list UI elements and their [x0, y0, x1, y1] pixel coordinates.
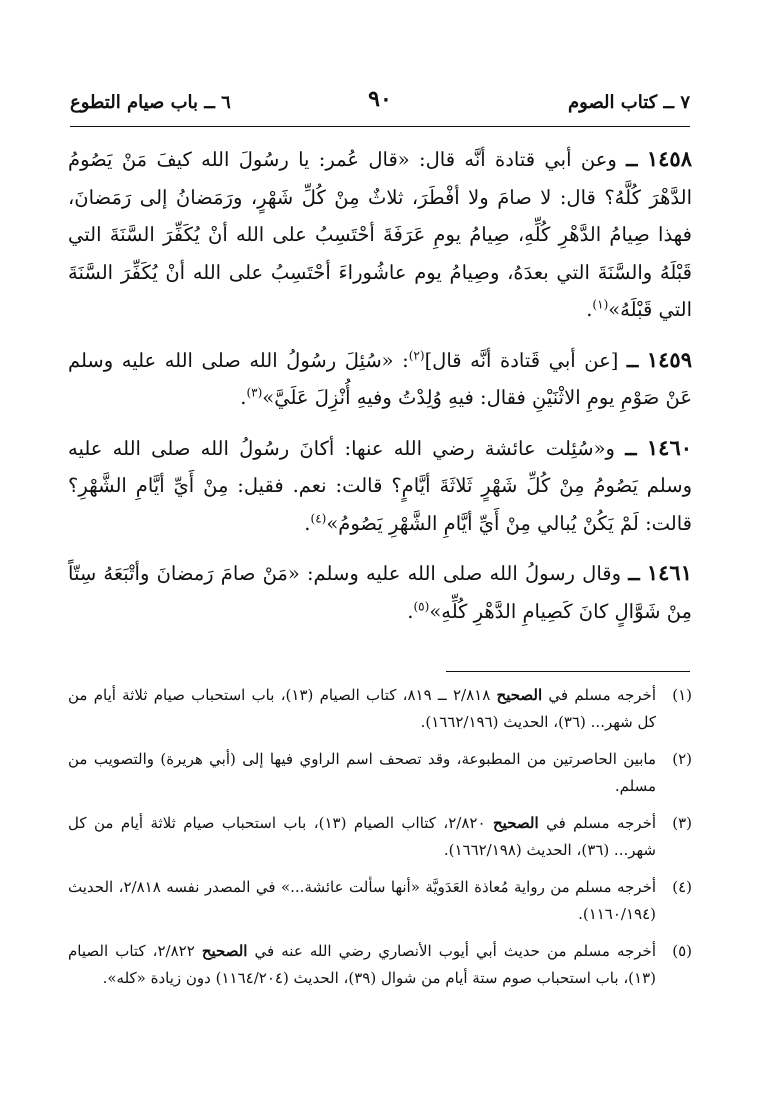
header-divider [70, 126, 690, 127]
footnote-source: الصحيح [492, 814, 539, 832]
hadith-1460 [68, 429, 692, 543]
footnotes [68, 682, 692, 1002]
footnote-number: (١) [672, 686, 692, 704]
footnote-ref: (٣) [246, 385, 263, 400]
footnote-text-rest: ٢/٨٢٠، كتااب الصيام (١٣)، باب استحباب صيام ثلاثة أيام من كل شهر... (٣٦)، الحديث (١٦٦٢/١٩٨). [68, 814, 656, 859]
footnote-ref: (٥) [413, 599, 430, 613]
hadith-dash: ــ [626, 148, 638, 171]
footnote-2 [68, 746, 692, 800]
footnote-ref: (١) [592, 297, 609, 312]
section-title: ٦ ــ باب صيام التطوع [70, 92, 231, 113]
hadith-dash: ــ [626, 348, 639, 372]
hadith-end: . [240, 386, 247, 409]
hadith-end: . [304, 511, 311, 535]
footnote-4 [68, 874, 692, 928]
hadith-text: وقال رسولُ الله صلى الله عليه وسلم: «مَنْ صامَ رَمضانَ وأتْبَعَهُ سِتّاً مِنْ شَوَّالٍ كانَ كَصِيامِ الدَّهْرِ كُلِّهِ» [68, 562, 692, 623]
chapter-title: ٧ ــ كتاب الصوم [568, 92, 690, 113]
hadith-narrator: [عن أبي قَتادة أنَّه قال] [424, 348, 619, 372]
footnote-number: (٣) [672, 814, 692, 832]
footnote-text-rest: ٢/٨١٨ ــ ٨١٩، كتاب الصيام (١٣)، باب استحباب صيام ثلاثة أيام من كل شهر... (٣٦)، الحديث (١٦٦٢/١٩٦). [68, 686, 656, 731]
page-number: ٩٠ [368, 86, 392, 112]
hadith-text: و«سُئِلت عائشة رضي الله عنها: أكانَ رسُولُ الله صلى الله عليه وسلم يَصُومُ مِنْ كُلِّ شَهْرٍ ثَلاثَةَ أيَّامٍ؟ قالت: نعم. فقيل: مِنْ أَيِّ أيَّامِ الشَّهْرِ؟ قالت: لَمْ يَكُنْ يُبالي مِنْ أَيِّ أيَّامِ الشَّهْرِ يَصُومُ» [68, 436, 692, 535]
footnote-text: مابين الحاصرتين من المطبوعة، وقد تصحف اسم الراوي فيها إلى (أبي هريرة) والتصويب من مسلم. [68, 750, 656, 795]
footnote-text: أخرجه مسلم من حديث أبي أيوب الأنصاري رضي الله عنه في [247, 942, 656, 960]
hadith-text: وعن أبي قتادة أنَّه قال: «قال عُمر: يا رسُولَ الله كيفَ مَنْ يَصُومُ الدَّهْرَ كُلَّهُ؟ قال: لا صامَ ولا أفْطَرَ، ثلاثٌ مِنْ كُلِّ شَهْرٍ، ورَمَضانُ إلى رَمَضانَ، فهذا صِيامُ الدَّهْرِ كُلِّهِ، صِيامُ يومِ عَرَفَةَ أحْتَسِبُ على الله أنْ يُكَفِّرَ السَّنَةَ التي قَبْلَهُ والسَّنَةَ التي بعدَهُ، وصِيامُ يوم عاشُوراءَ أحْتَسِبُ على الله أنْ يُكَفِّرَ السَّنَةَ التي قَبْلَهُ» [68, 148, 692, 321]
footnote-text: أخرجه مسلم من رواية مُعاذة العَدَويَّة «أنها سألت عائشة...» في المصدر نفسه ٢/٨١٨، الحديث (١١٦٠/١٩٤). [68, 878, 657, 923]
footnote-divider [446, 671, 690, 672]
footnote-text-rest: ٢/٨٢٢، كتاب الصيام (١٣)، باب استحباب صوم ستة أيام من شوال (٣٩)، الحديث (١١٦٤/٢٠٤) دون زيادة «كله». [68, 942, 656, 987]
hadith-end: . [407, 599, 414, 623]
footnote-number: (٥) [672, 942, 692, 960]
footnote-number: (٤) [672, 878, 692, 896]
hadith-1461 [68, 554, 692, 630]
footnote-3 [68, 810, 692, 864]
footnote-1 [68, 682, 692, 736]
main-text [68, 140, 692, 642]
hadith-end: . [586, 298, 593, 321]
footnote-source: الصحيح [201, 942, 248, 960]
footnote-ref: (٤) [310, 511, 327, 525]
footnote-number: (٢) [672, 750, 692, 768]
footnote-source: الصحيح [496, 686, 543, 704]
footnote-5 [68, 938, 692, 992]
footnote-text: أخرجه مسلم في [538, 814, 657, 832]
hadith-text: : «سُئِلَ رسُولُ الله صلى الله عليه وسلم عَنْ صَوْمِ يومِ الاثْنَيْنِ فقال: فيهِ وُلِدْتُ وفيهِ أُنْزِلَ عَلَيَّ» [68, 348, 692, 409]
hadith-1458 [68, 140, 692, 329]
footnote-text: أخرجه مسلم في [542, 686, 656, 704]
footnote-ref: (٢) [408, 348, 425, 362]
hadith-dash: ــ [628, 562, 640, 585]
hadith-number: ١٤٦٠ [646, 434, 693, 460]
page-header [70, 86, 690, 120]
hadith-dash: ــ [625, 436, 637, 460]
hadith-number: ١٤٥٨ [646, 146, 692, 171]
hadith-number: ١٤٦١ [646, 560, 692, 585]
hadith-number: ١٤٥٩ [646, 346, 692, 372]
hadith-1459 [68, 341, 692, 417]
